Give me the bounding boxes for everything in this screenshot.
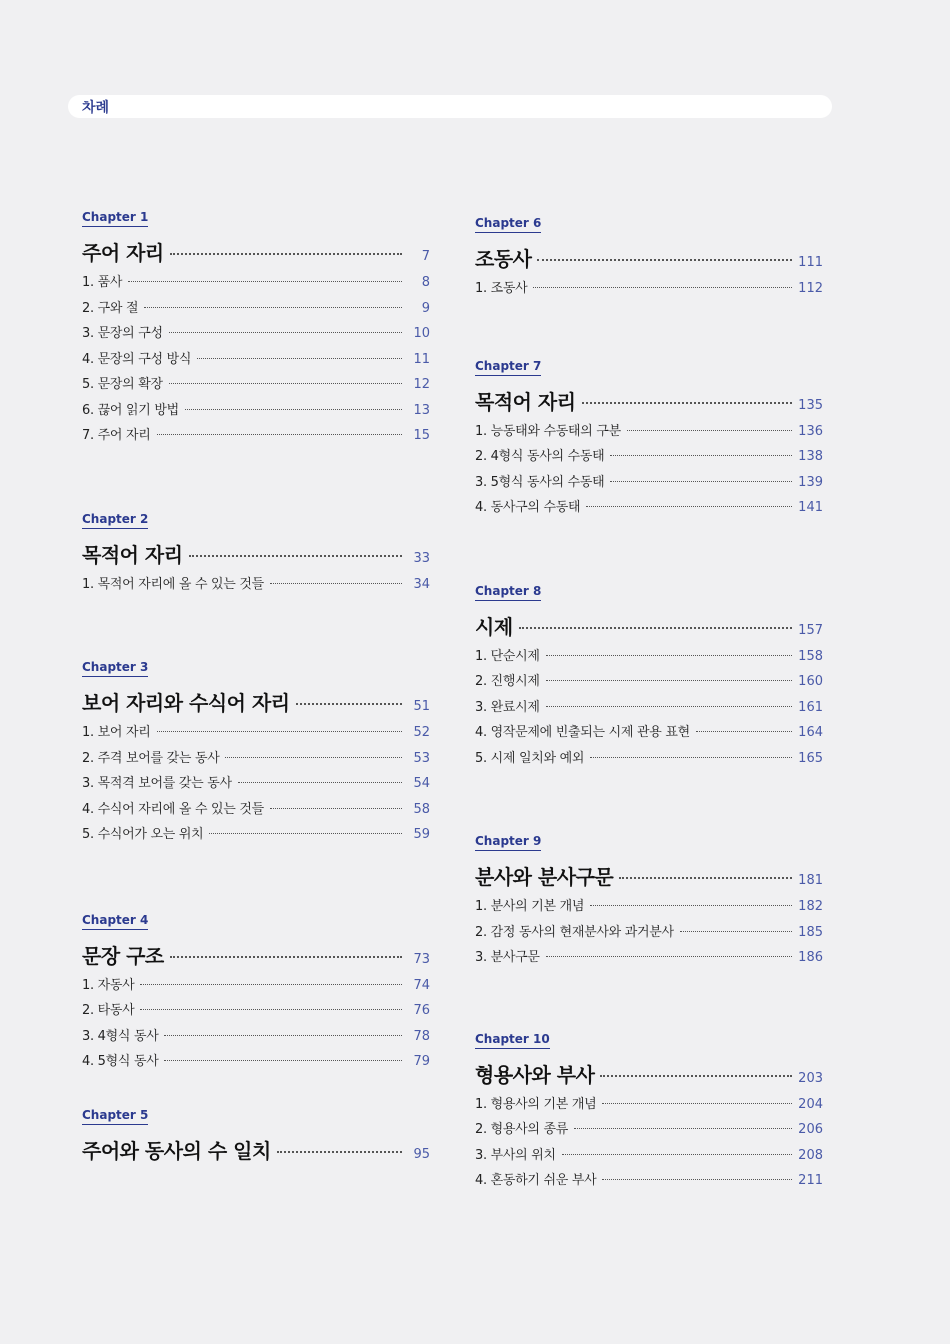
chapter-title: 문장 구조: [82, 943, 164, 968]
dot-leader: [144, 307, 402, 308]
toc-item[interactable]: [475, 895, 823, 921]
toc-item-text: 2. 진행시제: [475, 674, 540, 689]
toc-item[interactable]: [475, 445, 823, 471]
dot-leader: [164, 1035, 402, 1036]
dot-leader: [586, 506, 792, 507]
toc-item-text: 4. 영작문제에 빈출되는 시제 관용 표현: [475, 725, 690, 740]
toc-item-page-number: 58: [413, 801, 430, 817]
toc-item-text: 3. 목적격 보어를 갖는 동사: [82, 776, 232, 791]
chapter-title: 조동사: [475, 247, 532, 271]
chapter-title: 목적어 자리: [82, 542, 183, 567]
chapter-block: [82, 206, 430, 450]
toc-item-page-number: 74: [413, 977, 430, 993]
chapter-block: [475, 1028, 823, 1195]
toc-item-text: 2. 타동사: [82, 1003, 135, 1018]
toc-item-page-number: 160: [798, 674, 823, 689]
dot-leader: [238, 782, 402, 783]
chapter-label: Chapter 8: [475, 584, 541, 601]
chapter-title-row[interactable]: [82, 1135, 430, 1165]
dot-leader: [610, 481, 792, 482]
section-list: [82, 721, 430, 849]
toc-item[interactable]: [475, 1093, 823, 1119]
toc-item-page-number: 139: [798, 474, 823, 490]
section-list: [475, 420, 823, 522]
chapter-page-number: 111: [798, 255, 823, 270]
toc-item-page-number: 141: [798, 500, 823, 515]
dot-leader: [128, 281, 402, 282]
chapter-label: Chapter 5: [82, 1108, 148, 1125]
chapter-label: Chapter 6: [475, 216, 541, 233]
toc-item-page-number: 52: [413, 725, 430, 740]
toc-item-page-number: 185: [798, 924, 823, 940]
chapter-page-number: 73: [413, 951, 430, 967]
toc-item[interactable]: [82, 271, 430, 297]
dot-leader: [533, 287, 792, 288]
dot-leader: [627, 430, 792, 431]
toc-item-page-number: 12: [413, 377, 430, 392]
toc-item-text: 1. 자동사: [82, 977, 135, 993]
chapter-label: Chapter 10: [475, 1032, 550, 1049]
toc-item[interactable]: [475, 921, 823, 947]
dot-leader: [562, 1154, 792, 1155]
chapter-title-row[interactable]: [82, 687, 430, 717]
toc-item[interactable]: [82, 322, 430, 348]
toc-item[interactable]: [82, 424, 430, 450]
chapter-block: [475, 830, 823, 972]
toc-item[interactable]: [82, 348, 430, 374]
chapter-title: 주어 자리: [82, 241, 164, 265]
page-title: 차례: [82, 100, 110, 116]
chapter-title: 분사와 분사구문: [475, 865, 614, 889]
dot-leader: [164, 1060, 402, 1061]
dot-leader: [140, 1009, 402, 1010]
toc-item-text: 3. 완료시제: [475, 699, 540, 715]
chapter-block: [82, 508, 430, 599]
chapter-title-row[interactable]: [475, 861, 823, 891]
toc-item-page-number: 79: [413, 1054, 430, 1069]
dot-leader: [169, 383, 402, 384]
toc-item[interactable]: [82, 1025, 430, 1051]
chapter-block: [475, 355, 823, 522]
toc-item-page-number: 186: [798, 950, 823, 965]
toc-item-text: 2. 형용사의 종류: [475, 1122, 569, 1137]
chapter-label: Chapter 1: [82, 210, 148, 227]
dot-leader: [225, 757, 402, 758]
chapter-block: [82, 909, 430, 1076]
toc-item[interactable]: [475, 747, 823, 773]
toc-left-column: [82, 206, 430, 1165]
toc-item-page-number: 10: [413, 326, 430, 341]
chapter-block: [475, 212, 823, 303]
toc-item-text: 1. 능동태와 수동태의 구분: [475, 423, 621, 439]
toc-item-page-number: 136: [798, 423, 823, 439]
toc-item-page-number: 161: [798, 699, 823, 715]
section-list: [475, 645, 823, 773]
chapter-page-number: 7: [421, 249, 430, 264]
toc-item[interactable]: [82, 573, 430, 599]
toc-item[interactable]: [82, 823, 430, 849]
toc-item-text: 1. 보어 자리: [82, 725, 151, 740]
toc-item[interactable]: [82, 999, 430, 1025]
toc-item-text: 4. 혼동하기 쉬운 부사: [475, 1173, 597, 1188]
toc-item[interactable]: [82, 798, 430, 824]
chapter-title-row[interactable]: [475, 243, 823, 273]
dot-leader: [602, 1179, 792, 1180]
toc-item-page-number: 15: [413, 428, 430, 443]
toc-item-page-number: 59: [413, 827, 430, 842]
toc-item-page-number: 53: [413, 750, 430, 766]
toc-item-page-number: 182: [798, 899, 823, 914]
dot-leader: [619, 877, 792, 879]
chapter-block: [82, 1104, 430, 1165]
dot-leader: [296, 703, 402, 705]
dot-leader: [546, 956, 793, 957]
dot-leader: [270, 808, 402, 809]
chapter-title-row[interactable]: [82, 539, 430, 569]
toc-item-page-number: 34: [413, 576, 430, 592]
toc-item[interactable]: [475, 946, 823, 972]
toc-item-text: 2. 4형식 동사의 수동태: [475, 449, 605, 464]
toc-item[interactable]: [475, 1169, 823, 1195]
dot-leader: [170, 253, 402, 255]
toc-item-text: 5. 시제 일치와 예외: [475, 750, 585, 766]
dot-leader: [582, 402, 793, 404]
chapter-label: Chapter 7: [475, 359, 541, 376]
toc-item-text: 5. 수식어가 오는 위치: [82, 827, 204, 842]
chapter-title: 시제: [475, 614, 513, 639]
dot-leader: [546, 706, 793, 707]
toc-item[interactable]: [475, 645, 823, 671]
chapter-title-row[interactable]: [475, 386, 823, 416]
toc-item-page-number: 164: [798, 725, 823, 740]
chapter-label: Chapter 3: [82, 660, 148, 677]
chapter-page-number: 203: [798, 1070, 823, 1086]
section-list: [475, 1093, 823, 1195]
chapter-page-number: 135: [798, 397, 823, 413]
dot-leader: [197, 358, 402, 359]
toc-item[interactable]: [82, 747, 430, 773]
toc-item-page-number: 206: [798, 1122, 823, 1137]
dot-leader: [270, 583, 402, 584]
chapter-title: 목적어 자리: [475, 389, 576, 414]
chapter-page-number: 157: [798, 622, 823, 638]
dot-leader: [590, 905, 792, 906]
chapter-page-number: 181: [798, 873, 823, 888]
toc-item-text: 2. 구와 절: [82, 300, 139, 316]
dot-leader: [209, 833, 402, 834]
dot-leader: [610, 455, 792, 456]
section-list: [475, 277, 823, 303]
toc-item-page-number: 165: [798, 750, 823, 766]
toc-item-page-number: 208: [798, 1147, 823, 1163]
toc-item-page-number: 78: [413, 1028, 430, 1044]
toc-item-text: 4. 수식어 자리에 올 수 있는 것들: [82, 801, 264, 817]
dot-leader: [574, 1128, 792, 1129]
chapter-label: Chapter 2: [82, 512, 148, 529]
chapter-page-number: 95: [413, 1146, 430, 1162]
chapter-title-row[interactable]: [82, 237, 430, 267]
dot-leader: [546, 680, 793, 681]
dot-leader: [185, 409, 402, 410]
toc-item-text: 4. 동사구의 수동태: [475, 500, 581, 515]
toc-item[interactable]: [82, 373, 430, 399]
toc-item-text: 3. 분사구문: [475, 950, 540, 965]
toc-item-text: 1. 형용사의 기본 개념: [475, 1096, 597, 1112]
toc-item-text: 1. 조동사: [475, 281, 528, 296]
toc-item-text: 3. 부사의 위치: [475, 1147, 556, 1163]
dot-leader: [140, 984, 402, 985]
dot-leader: [696, 731, 792, 732]
toc-item[interactable]: [82, 297, 430, 323]
section-list: [82, 974, 430, 1076]
toc-item-page-number: 211: [798, 1173, 823, 1188]
toc-item[interactable]: [82, 1050, 430, 1076]
dot-leader: [170, 956, 402, 958]
toc-item-page-number: 54: [413, 776, 430, 791]
toc-item-text: 4. 문장의 구성 방식: [82, 351, 192, 367]
section-list: [82, 271, 430, 450]
toc-item-text: 3. 5형식 동사의 수동태: [475, 474, 605, 490]
toc-item-text: 2. 주격 보어를 갖는 동사: [82, 750, 220, 766]
toc-item-page-number: 158: [798, 648, 823, 664]
dot-leader: [680, 931, 792, 932]
chapter-block: [82, 656, 430, 849]
toc-item-text: 1. 품사: [82, 275, 123, 290]
chapter-page-number: 51: [413, 699, 430, 714]
dot-leader: [157, 731, 402, 732]
toc-item-page-number: 76: [413, 1003, 430, 1018]
toc-item-page-number: 112: [798, 281, 823, 296]
toc-item[interactable]: [475, 696, 823, 722]
dot-leader: [157, 434, 402, 435]
dot-leader: [602, 1103, 792, 1104]
toc-item-text: 1. 분사의 기본 개념: [475, 899, 585, 914]
chapter-title: 보어 자리와 수식어 자리: [82, 691, 290, 715]
toc-item-page-number: 8: [421, 275, 430, 290]
chapter-title-row[interactable]: [82, 940, 430, 970]
toc-item-text: 2. 감정 동사의 현재분사와 과거분사: [475, 924, 674, 940]
dot-leader: [537, 259, 792, 261]
toc-item-text: 5. 문장의 확장: [82, 377, 163, 392]
toc-item-text: 3. 문장의 구성: [82, 326, 163, 341]
chapter-label: Chapter 9: [475, 834, 541, 851]
section-list: [475, 895, 823, 972]
toc-item[interactable]: [475, 496, 823, 522]
chapter-page-number: 33: [413, 550, 430, 566]
toc-item-text: 6. 끊어 읽기 방법: [82, 402, 179, 418]
chapter-title: 주어와 동사의 수 일치: [82, 1138, 271, 1163]
toc-item-text: 7. 주어 자리: [82, 428, 151, 443]
toc-item-page-number: 13: [413, 402, 430, 418]
toc-item[interactable]: [82, 772, 430, 798]
dot-leader: [590, 757, 792, 758]
chapter-title-row[interactable]: [475, 611, 823, 641]
chapter-block: [475, 580, 823, 773]
chapter-title: 형용사와 부사: [475, 1062, 595, 1087]
toc-item-text: 1. 목적어 자리에 올 수 있는 것들: [82, 576, 264, 592]
toc-item[interactable]: [475, 471, 823, 497]
chapter-label: Chapter 4: [82, 913, 148, 930]
toc-item-page-number: 204: [798, 1096, 823, 1112]
dot-leader: [519, 627, 793, 629]
dot-leader: [546, 655, 793, 656]
dot-leader: [169, 332, 402, 333]
toc-item[interactable]: [82, 721, 430, 747]
toc-item[interactable]: [82, 974, 430, 1000]
toc-item[interactable]: [475, 721, 823, 747]
toc-item[interactable]: [475, 1144, 823, 1170]
dot-leader: [600, 1075, 792, 1077]
section-list: [82, 573, 430, 599]
chapter-title-row[interactable]: [475, 1059, 823, 1089]
toc-item-page-number: 138: [798, 449, 823, 464]
header-bar: [68, 95, 832, 118]
toc-item[interactable]: [475, 277, 823, 303]
toc-item-text: 3. 4형식 동사: [82, 1028, 159, 1044]
toc-right-column: [475, 212, 823, 1195]
dot-leader: [277, 1151, 402, 1153]
dot-leader: [189, 555, 402, 557]
toc-item-page-number: 9: [421, 300, 430, 316]
toc-item[interactable]: [475, 1118, 823, 1144]
toc-item[interactable]: [475, 670, 823, 696]
toc-item-text: 4. 5형식 동사: [82, 1054, 159, 1069]
toc-item[interactable]: [475, 420, 823, 446]
toc-item-page-number: 11: [413, 351, 430, 367]
toc-item[interactable]: [82, 399, 430, 425]
toc-item-text: 1. 단순시제: [475, 648, 540, 664]
